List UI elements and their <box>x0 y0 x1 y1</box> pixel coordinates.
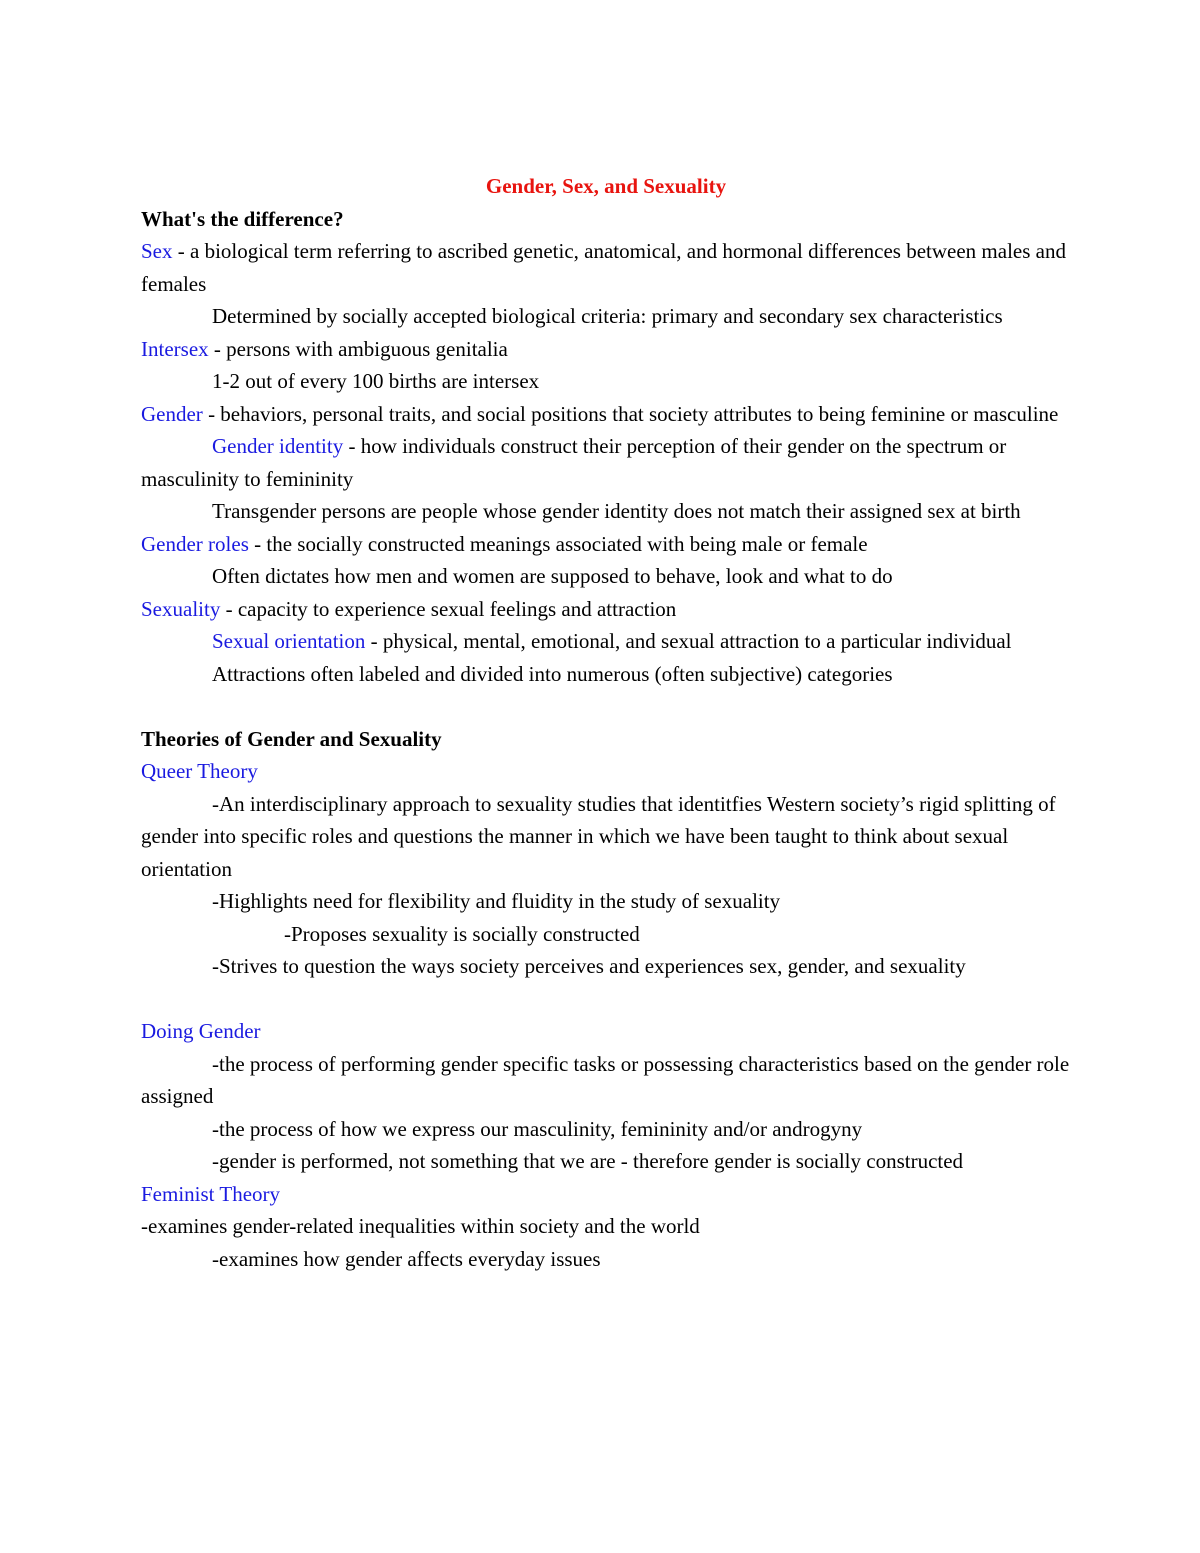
queer-theory-line: -Highlights need for flexibility and fluidity in the study of sexuality <box>212 889 781 913</box>
definition-text: - behaviors, personal traits, and social positions that society attributes to being feminine or masculine <box>202 401 1059 426</box>
definition-text: - the socially constructed meanings associated with being male or female <box>248 531 868 556</box>
term-sexuality: Sexuality <box>141 596 221 621</box>
note-intersex: 1-2 out of every 100 births are intersex <box>212 369 540 393</box>
page-title: Gender, Sex, and Sexuality <box>485 174 727 198</box>
definition-gender-roles <box>141 528 1071 561</box>
queer-theory-line: -Proposes sexuality is socially constructed <box>284 921 640 946</box>
definition-sexual-orientation <box>141 625 1071 658</box>
term-gender-roles: Gender roles <box>141 531 249 556</box>
definition-sexuality <box>141 593 1071 626</box>
term-sex: Sex <box>141 239 173 263</box>
term-gender-identity: Gender identity <box>212 434 344 458</box>
term-intersex: Intersex <box>141 336 209 361</box>
section-heading-difference: What's the difference? <box>141 206 344 231</box>
doing-gender-line: -the process of performing gender specific tasks or possessing characteristics based on the gender role assigned <box>141 1051 1070 1108</box>
definition-intersex <box>141 333 1071 366</box>
term-gender: Gender <box>141 401 203 426</box>
spacer <box>141 983 1071 1016</box>
note-attractions: Attractions often labeled and divided into numerous (often subjective) categories <box>212 661 893 686</box>
definition-text: - persons with ambiguous genitalia <box>208 336 508 361</box>
spacer <box>141 690 1071 723</box>
definition-text: - physical, mental, emotional, and sexual attraction to a particular individual <box>365 629 1012 653</box>
term-doing-gender: Doing Gender <box>141 1019 261 1043</box>
term-queer-theory: Queer Theory <box>141 759 258 783</box>
queer-theory-line: -An interdisciplinary approach to sexuality studies that identitfies Western society’s rigid splitting of gender into specific roles and questions the manner in which we have been taught to think about sexual orientation <box>141 791 1056 881</box>
doing-gender-line: -the process of how we express our masculinity, femininity and/or androgyny <box>212 1116 863 1141</box>
definition-text: - a biological term referring to ascribed genetic, anatomical, and hormonal differences between males and females <box>141 239 1066 296</box>
definition-gender <box>141 398 1071 431</box>
definition-sex <box>141 235 1071 300</box>
section-heading-theories: Theories of Gender and Sexuality <box>141 726 442 751</box>
doing-gender-line: -gender is performed, not something that we are - therefore gender is socially constructed <box>212 1149 964 1173</box>
note-transgender: Transgender persons are people whose gender identity does not match their assigned sex at birth <box>212 499 1021 523</box>
definition-gender-identity <box>141 430 1071 495</box>
definition-text: - capacity to experience sexual feelings and attraction <box>220 596 677 621</box>
term-feminist-theory: Feminist Theory <box>141 1181 281 1206</box>
queer-theory-line: -Strives to question the ways society perceives and experiences sex, gender, and sexuality <box>212 954 966 978</box>
note-sex: Determined by socially accepted biological criteria: primary and secondary sex characteristics <box>212 304 1003 328</box>
document-page <box>141 170 1071 1275</box>
term-sexual-orientation: Sexual orientation <box>212 629 366 653</box>
definition-text: - how individuals construct their perception of their gender on the spectrum or masculinity to femininity <box>141 434 1007 491</box>
note-gender-roles: Often dictates how men and women are supposed to behave, look and what to do <box>212 564 893 588</box>
feminist-theory-line: -examines how gender affects everyday issues <box>212 1246 601 1271</box>
feminist-theory-line: -examines gender-related inequalities within society and the world <box>141 1214 700 1238</box>
